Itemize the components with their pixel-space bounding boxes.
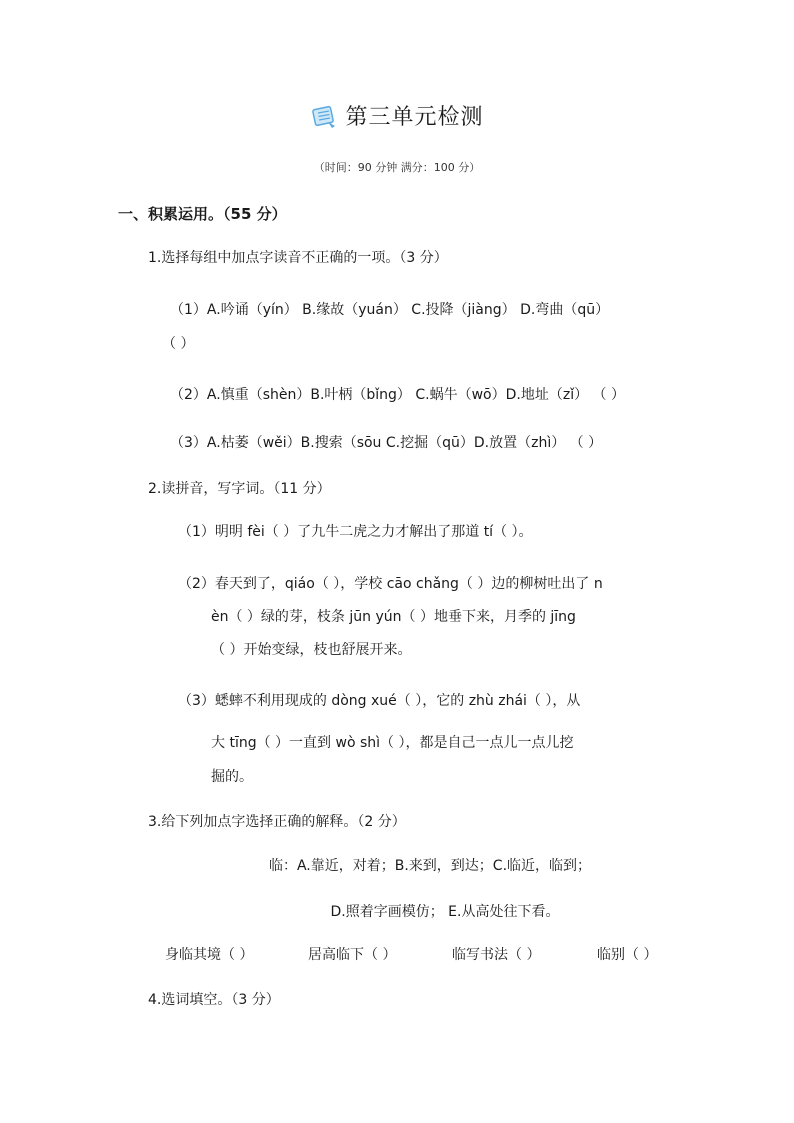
exam-info: （时间：90 分钟 满分：100 分）	[313, 161, 481, 174]
question-1-line-2: （2）A.慎重（shèn）B.叶柄（bǐng） C.蜗牛（wō）D.地址（zǐ） （ ）	[170, 387, 625, 403]
question-3-definition-2: D.照着字画模仿； E.从高处往下看。	[330, 904, 560, 920]
question-3-title: 3.给下列加点字选择正确的解释。（2 分）	[148, 814, 406, 830]
question-1-line-3: （3）A.枯萎（wěi）B.搜索（sōu C.挖掘（qū）D.放置（zhì） （ ）	[170, 435, 603, 451]
question-1-line-1-paren: （ ）	[162, 336, 195, 352]
page-title: 第三单元检测	[345, 105, 484, 130]
question-2-line-3b: 大 tīng（ ）一直到 wò shì（ ），都是自己一点儿一点儿挖	[211, 735, 574, 751]
question-3-item-1: 身临其境（ ）	[165, 947, 254, 963]
question-2-title: 2.读拼音，写字词。（11 分）	[148, 481, 331, 497]
question-2-line-3a: （3）蟋蟀不利用现成的 dòng xué（ ），它的 zhù zhái（ ），从	[178, 693, 581, 709]
question-2-line-2c: （ ）开始变绿，枝也舒展开来。	[211, 642, 412, 658]
question-2-line-1: （1）明明 fèi（ ）了九牛二虎之力才解出了那道 tí（ ）。	[178, 524, 533, 540]
question-2-line-2b: èn（ ）绿的芽，枝条 jūn yún（ ）地垂下来，月季的 jīng	[211, 609, 576, 625]
question-3-item-3: 临写书法（ ）	[452, 947, 541, 963]
question-2-line-3c: 掘的。	[211, 769, 253, 785]
question-4-title: 4.选词填空。（3 分）	[148, 992, 280, 1008]
notebook-icon	[310, 102, 338, 130]
section-1-title: 一、积累运用。（55 分）	[118, 205, 287, 223]
question-1-title: 1.选择每组中加点字读音不正确的一项。（3 分）	[148, 250, 448, 266]
question-2-line-2a: （2）春天到了，qiáo（ ），学校 cāo chǎng（ ）边的柳树吐出了 n	[178, 576, 603, 592]
question-1-line-1: （1）A.吟诵（yín） B.缘故（yuán） C.投降（jiàng） D.弯曲（qū）	[170, 302, 610, 318]
question-3-definition-1: 临：A.靠近，对着；B.来到，到达；C.临近，临到；	[268, 858, 592, 874]
page-header	[0, 100, 794, 131]
question-3-item-2: 居高临下（ ）	[308, 947, 397, 963]
question-3-item-4: 临别（ ）	[597, 947, 658, 963]
